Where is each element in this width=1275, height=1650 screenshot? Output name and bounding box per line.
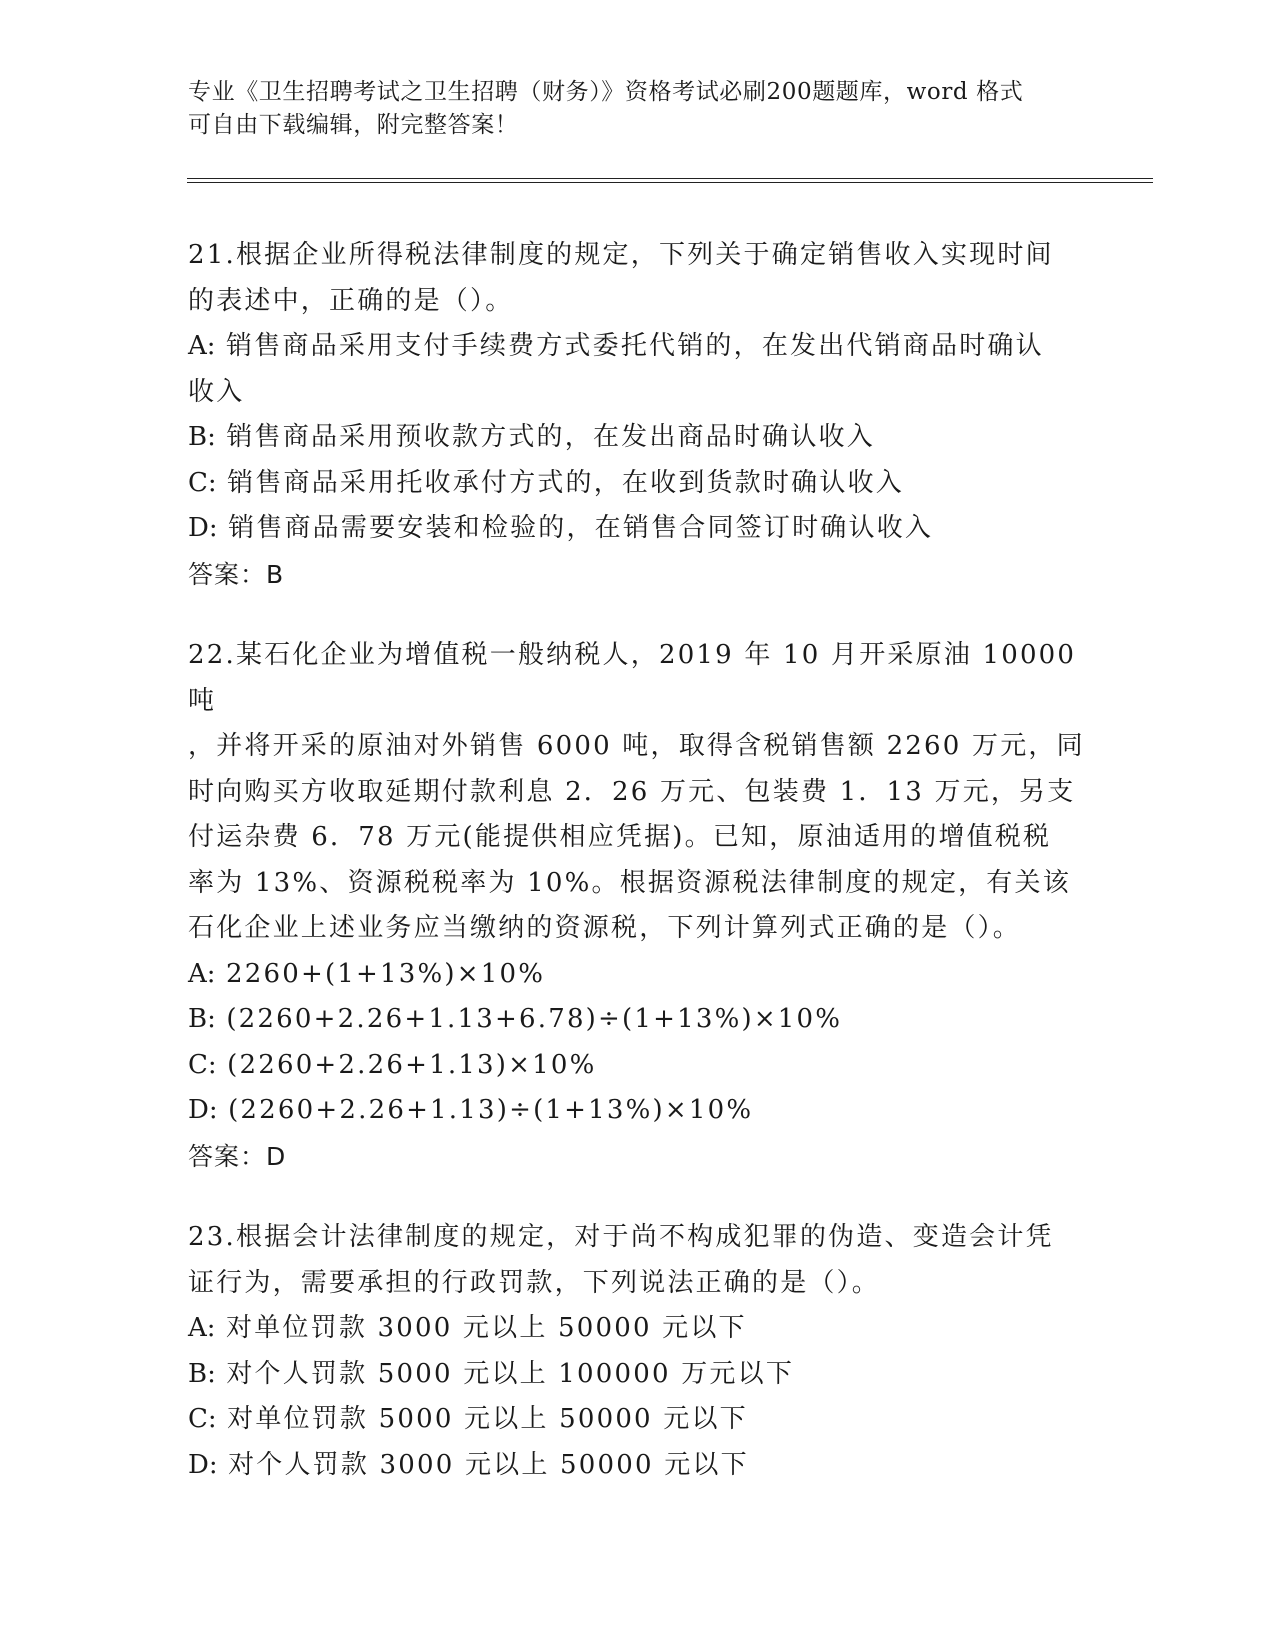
option-key: C: — [188, 467, 217, 498]
option-key: A: — [188, 958, 216, 989]
question-stem-line: 22.某石化企业为增值税一般纳税人，2019 年 10 月开采原油 10000 吨 — [188, 640, 1077, 716]
option-key: D: — [188, 513, 218, 543]
option-line — [188, 997, 1088, 1043]
option-line — [188, 1443, 1088, 1489]
option-line — [188, 506, 1088, 552]
option-key: C: — [188, 1404, 217, 1434]
question-stem-line: 23.根据会计法律制度的规定，对于尚不构成犯罪的伪造、变造会计凭 — [188, 1222, 1054, 1252]
option-line — [188, 1397, 1088, 1443]
option-text: 销售商品采用支付手续费方式委托代销的，在发出代销商品时确认 — [226, 331, 1044, 361]
option-text: (2260+2.26+1.13)÷(1+13%)×10% — [228, 1095, 754, 1125]
option-key: A: — [188, 331, 216, 361]
option-line — [188, 1306, 1088, 1352]
question-stem-line: 率为 13%、资源税税率为 10%。根据资源税法律制度的规定，有关该 — [188, 867, 1071, 898]
option-line — [188, 324, 1088, 370]
option-key: D: — [188, 1449, 218, 1480]
option-key: C: — [188, 1049, 217, 1080]
option-text: (2260+2.26+1.13)×10% — [227, 1049, 597, 1080]
question-block — [188, 233, 1088, 597]
header-line: 可自由下载编辑，附完整答案！ — [188, 112, 519, 138]
document-header — [188, 76, 1068, 142]
option-text: 销售商品需要安装和检验的，在销售合同签订时确认收入 — [228, 513, 934, 543]
option-key: B: — [188, 1358, 216, 1389]
option-text: 2260+(1+13%)×10% — [226, 958, 546, 989]
option-text: 对个人罚款 5000 元以上 100000 万元以下 — [226, 1358, 795, 1389]
header-line: 专业《卫生招聘考试之卫生招聘（财务）》资格考试必刷200题题库，word 格式 — [188, 79, 1024, 105]
option-line — [188, 1352, 1088, 1398]
option-line — [188, 952, 1088, 998]
option-text: 收入 — [188, 376, 245, 407]
option-text: 销售商品采用托收承付方式的，在收到货款时确认收入 — [227, 467, 904, 498]
option-text: 对单位罚款 3000 元以上 50000 元以下 — [226, 1313, 747, 1343]
question-list — [188, 233, 1088, 1524]
header-divider — [187, 182, 1153, 183]
question-block — [188, 1215, 1088, 1488]
option-line — [188, 1088, 1088, 1134]
question-block — [188, 633, 1088, 1179]
option-line — [188, 461, 1088, 507]
question-stem-line: 付运杂费 6．78 万元(能提供相应凭据)。已知，原油适用的增值税税 — [188, 822, 1052, 852]
option-line — [188, 415, 1088, 461]
option-key: B: — [188, 422, 216, 452]
option-text: (2260+2.26+1.13+6.78)÷(1+13%)×10% — [226, 1004, 843, 1034]
answer-line: 答案：D — [188, 1141, 287, 1171]
question-stem-line: 21.根据企业所得税法律制度的规定，下列关于确定销售收入实现时间 — [188, 240, 1054, 270]
option-key: A: — [188, 1313, 216, 1343]
option-text: 对个人罚款 3000 元以上 50000 元以下 — [228, 1449, 749, 1480]
question-stem-line: 石化企业上述业务应当缴纳的资源税，下列计算列式正确的是（）。 — [188, 913, 1022, 943]
option-key: D: — [188, 1095, 218, 1125]
option-line — [188, 1043, 1088, 1089]
question-stem-line: 证行为，需要承担的行政罚款，下列说法正确的是（）。 — [188, 1267, 881, 1298]
answer-line: 答案：B — [188, 559, 285, 589]
option-text: 对单位罚款 5000 元以上 50000 元以下 — [227, 1404, 748, 1434]
question-stem-line: 的表述中，正确的是（）。 — [188, 285, 514, 316]
option-key: B: — [188, 1004, 216, 1034]
question-stem-line: 时向购买方收取延期付款利息 2．26 万元、包装费 1．13 万元，另支 — [188, 776, 1076, 807]
option-text: 销售商品采用预收款方式的，在发出商品时确认收入 — [226, 422, 875, 452]
option-line — [188, 370, 1088, 416]
header-divider — [187, 178, 1153, 179]
question-stem-line: ，并将开采的原油对外销售 6000 吨，取得含税销售额 2260 万元，同 — [188, 731, 1085, 761]
